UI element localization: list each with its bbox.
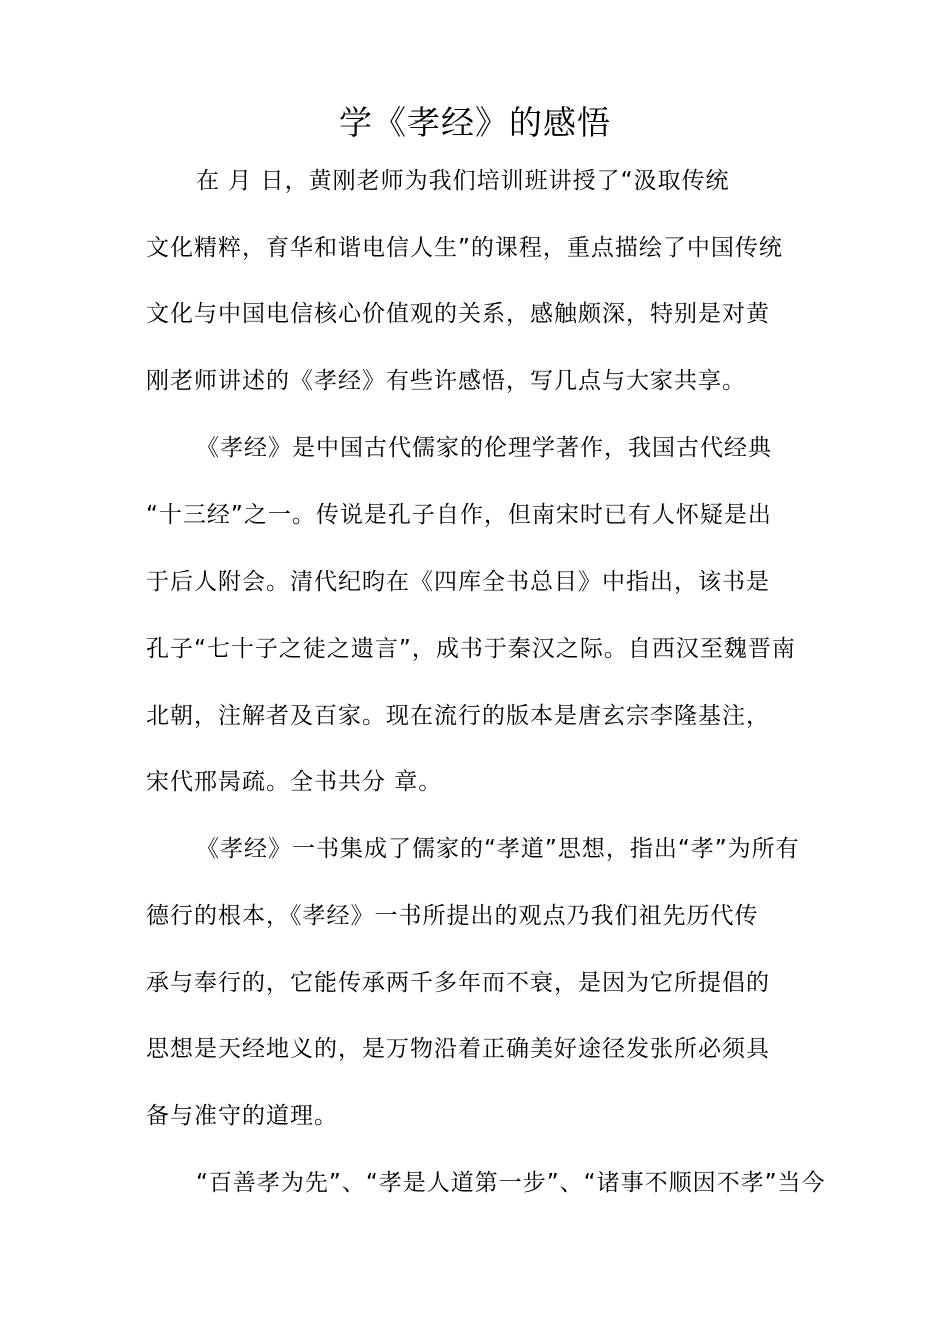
paragraph-1-line-3: 文化与中国电信核心价值观的关系，感触颇深，特别是对黄 xyxy=(146,301,770,327)
paragraph-1-line-1: 在 月 日，黄刚老师为我们培训班讲授了“汲取传统 xyxy=(196,168,730,194)
paragraph-2-line-4: 孔子“七十子之徒之遗言”，成书于秦汉之际。自西汉至魏晋南 xyxy=(146,636,796,662)
paragraph-3-line-2: 德行的根本，《孝经》一书所提出的观点乃我们祖先历代传 xyxy=(146,903,759,929)
paragraph-2-line-5: 北朝，注解者及百家。现在流行的版本是唐玄宗李隆基注， xyxy=(146,703,770,729)
paragraph-2-line-6: 宋代邢昺疏。全书共分 章。 xyxy=(146,769,443,795)
paragraph-4-line-1: “百善孝为先”、“孝是人道第一步”、“诸事不顺因不孝”当今 xyxy=(196,1170,826,1196)
paragraph-2-line-3: 于后人附会。清代纪昀在《四库全书总目》中指出，该书是 xyxy=(146,569,770,595)
paragraph-3-line-3: 承与奉行的，它能传承两千多年而不衰，是因为它所提倡的 xyxy=(146,970,770,996)
paragraph-3-line-5: 备与准守的道理。 xyxy=(146,1103,338,1129)
paragraph-2-line-2: “十三经”之一。传说是孔子自作，但南宋时已有人怀疑是出 xyxy=(146,502,772,528)
paragraph-1-line-2: 文化精粹，育华和谐电信人生”的课程，重点描绘了中国传统 xyxy=(146,235,783,261)
paragraph-2-line-1: 《孝经》是中国古代儒家的伦理学著作，我国古代经典 xyxy=(196,435,772,461)
paragraph-3-line-4: 思想是天经地义的，是万物沿着正确美好途径发张所必须具 xyxy=(146,1036,770,1062)
paragraph-1-line-4: 刚老师讲述的《孝经》有些许感悟，写几点与大家共享。 xyxy=(146,368,746,394)
document-title: 学《孝经》的感悟 xyxy=(339,103,611,142)
paragraph-3-line-1: 《孝经》一书集成了儒家的“孝道”思想，指出“孝”为所有 xyxy=(196,836,800,862)
